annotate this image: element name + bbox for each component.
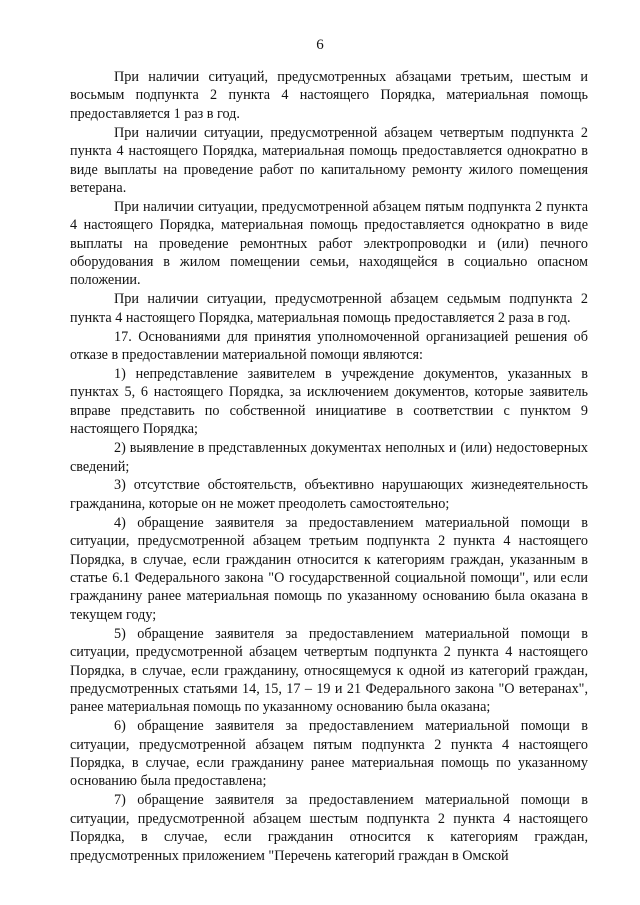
paragraph-2: При наличии ситуации, предусмотренной абзацем четвертым подпункта 2 пункта 4 настоящего Порядка, материальная помощь предоставляется однократно в виде выплаты на проведение работ по капитальному ремонту жилого помещения ветерана.: [70, 124, 588, 196]
section-17-intro: 17. Основаниями для принятия уполномоченной организацией решения об отказе в предоставлении материальной помощи являются:: [70, 328, 588, 364]
paragraph-3: При наличии ситуации, предусмотренной абзацем пятым подпункта 2 пункта 4 настоящего Порядка, материальная помощь предоставляется однократно в виде выплаты на проведение ремонтных работ электропроводки и (или) печного оборудования в жилом помещении семьи, находящейся в социально опасном положении.: [70, 198, 588, 289]
list-item-6: 6) обращение заявителя за предоставлением материальной помощи в ситуации, предусмотренной абзацем пятым подпункта 2 пункта 4 настоящего Порядка, в случае, если гражданину ранее материальная помощь по указанному основанию была предоставлена;: [70, 718, 588, 790]
list-item-1: 1) непредставление заявителем в учреждение документов, указанных в пунктах 5, 6 настоящего Порядка, за исключением документов, которые заявитель вправе представить по собственной инициативе в соответствии с пунктом 9 настоящего Порядка;: [70, 366, 588, 438]
list-item-4: 4) обращение заявителя за предоставлением материальной помощи в ситуации, предусмотренной абзацем третьим подпункта 2 пункта 4 настоящего Порядка, в случае, если гражданин относится к категориям граждан, указанным в статье 6.1 Федерального закона "О государственной социальной помощи", или если гражданину ранее материальная помощь по указанному основанию была оказана в текущем году;: [70, 514, 588, 623]
list-item-5: 5) обращение заявителя за предоставлением материальной помощи в ситуации, предусмотренной абзацем четвертым подпункта 2 пункта 4 настоящего Порядка, в случае, если гражданину, относящемуся к одной из категорий граждан, предусмотренных статьями 14, 15, 17 – 19 и 21 Федерального закона "О ветеранах", ранее материальная помощь по указанному основанию была оказана;: [70, 625, 588, 716]
page-number: 6: [316, 37, 324, 53]
list-item-2: 2) выявление в представленных документах неполных и (или) недостоверных сведений;: [70, 440, 588, 475]
paragraph-4: При наличии ситуации, предусмотренной абзацем седьмым подпункта 2 пункта 4 настоящего Порядка, материальная помощь предоставляется 2 раза в год.: [70, 291, 588, 326]
list-item-7: 7) обращение заявителя за предоставлением материальной помощи в ситуации, предусмотренной абзацем шестым подпункта 2 пункта 4 настоящего Порядка, в случае, если гражданин относится к категориям граждан, предусмотренных приложением "Перечень категорий граждан в Омской: [70, 792, 588, 864]
document-body: [70, 68, 588, 865]
list-item-3: 3) отсутствие обстоятельств, объективно нарушающих жизнедеятельность гражданина, которые он не может преодолеть самостоятельно;: [70, 477, 588, 512]
paragraph-1: При наличии ситуаций, предусмотренных абзацами третьим, шестым и восьмым подпункта 2 пункта 4 настоящего Порядка, материальная помощь предоставляется 1 раз в год.: [70, 69, 588, 122]
